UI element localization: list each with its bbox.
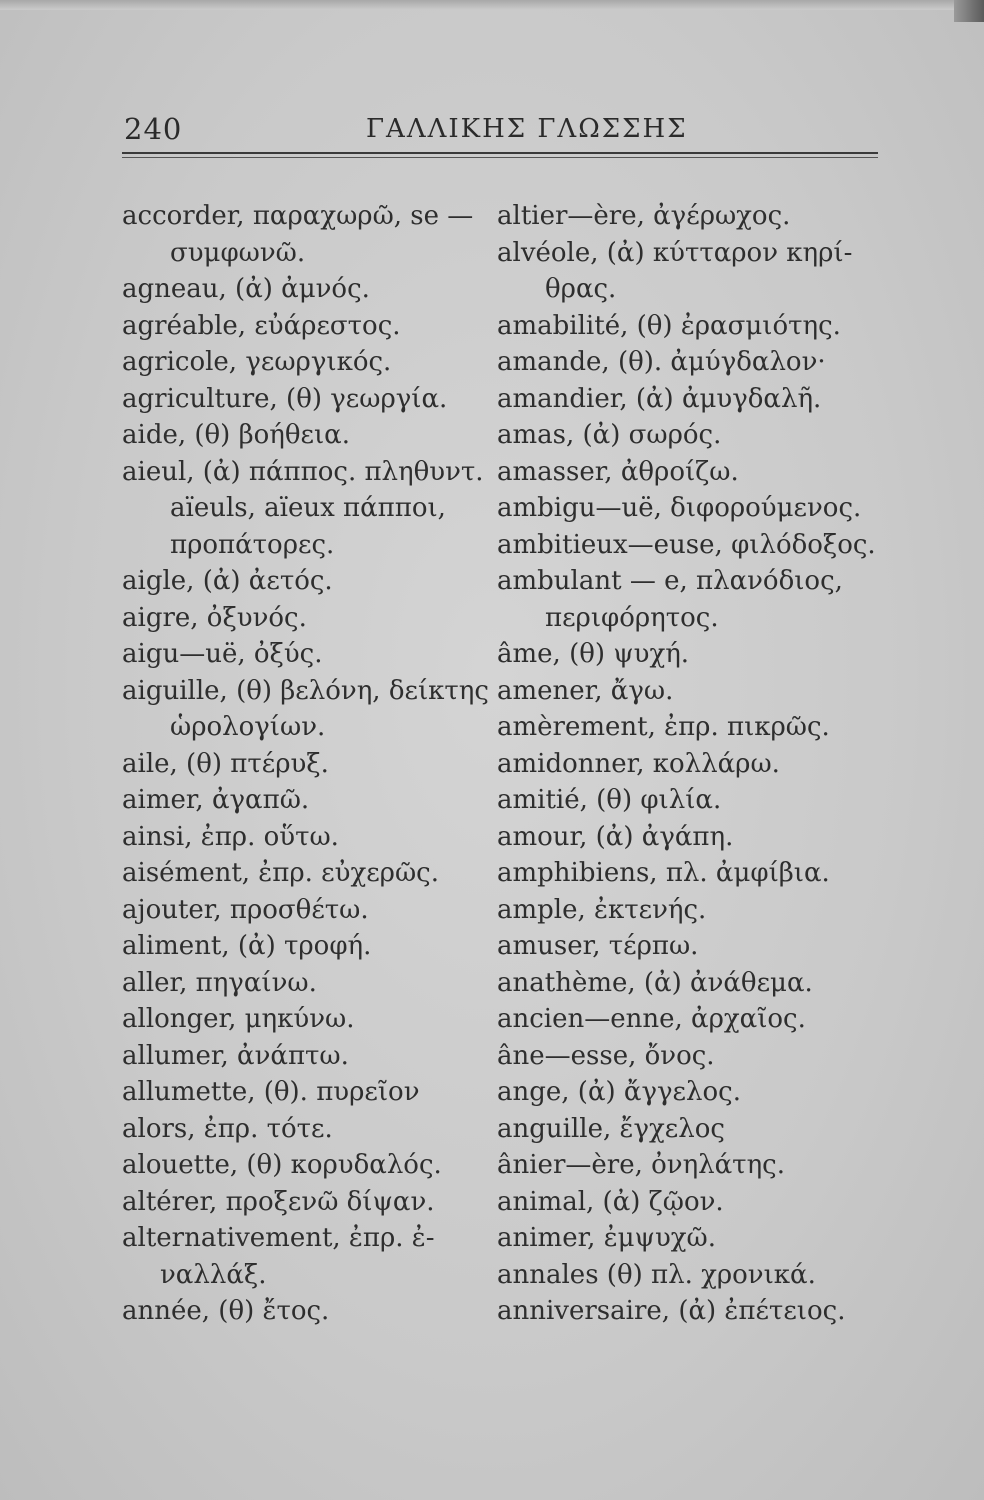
dictionary-line: altérer, προξενῶ δίψαν. (122, 1186, 435, 1217)
dictionary-line: aisément, ἐπρ. εὐχερῶς. (122, 858, 439, 888)
page-top-edge (0, 0, 984, 10)
dictionary-line: amasser, ἀθροίζω. (497, 456, 739, 487)
dictionary-line: anathème, (ἀ) ἀνάθεμα. (497, 967, 813, 998)
dictionary-line: anniversaire, (ἀ) ἐπέτειος. (497, 1296, 846, 1326)
dictionary-line: aigre, ὀξυνός. (122, 602, 307, 633)
dictionary-line: alternativement, ἐπρ. ἐ- (122, 1223, 435, 1253)
dictionary-line: amener, ἄγω. (497, 675, 674, 706)
dictionary-line: θρας. (545, 274, 617, 304)
dictionary-line: agneau, (ἀ) ἀμνός. (122, 274, 370, 304)
dictionary-line: ainsi, ἐπρ. οὕτω. (122, 821, 339, 852)
dictionary-line: animal, (ἀ) ζῷον. (497, 1186, 724, 1217)
dictionary-line: allonger, μηκύνω. (122, 1004, 355, 1034)
dictionary-line: aller, πηγαίνω. (122, 967, 317, 998)
dictionary-line: amphibiens, πλ. ἀμφίβια. (497, 858, 830, 888)
dictionary-line: ὡρολογίων. (170, 712, 326, 742)
page-number: 240 (124, 112, 183, 146)
header-rule (122, 152, 878, 154)
dictionary-line: amèrement, ἐπρ. πικρῶς. (497, 712, 830, 742)
dictionary-line: année, (θ) ἔτος. (122, 1296, 330, 1326)
dictionary-line: alouette, (θ) κορυδαλός. (122, 1150, 442, 1180)
dictionary-line: agricole, γεωργικός. (122, 347, 392, 377)
dictionary-line: amuser, τέρπω. (497, 931, 699, 961)
dictionary-line: amabilité, (θ) ἐρασμιότης. (497, 310, 841, 341)
page-binding-edge (954, 0, 984, 22)
dictionary-line: aigu—uë, ὀξύς. (122, 639, 323, 669)
dictionary-line: ajouter, προσθέτω. (122, 894, 369, 925)
dictionary-line: aimer, ἀγαπῶ. (122, 785, 310, 815)
left-column (122, 198, 494, 1330)
dictionary-line: allumette, (θ). πυρεῖον (122, 1077, 420, 1107)
dictionary-line: altier—ère, ἀγέρωχος. (497, 201, 791, 231)
dictionary-line: aïeuls, aïeux πάπποι, (170, 493, 446, 523)
dictionary-line: animer, ἐμψυχῶ. (497, 1223, 716, 1253)
dictionary-line: allumer, ἀνάπτω. (122, 1040, 349, 1071)
dictionary-line: amour, (ἀ) ἀγάπη. (497, 821, 734, 852)
right-column (497, 198, 877, 1330)
dictionary-line: περιφόρητος. (545, 602, 719, 633)
dictionary-line: âme, (θ) ψυχή. (497, 639, 690, 669)
dictionary-line: alors, ἐπρ. τότε. (122, 1113, 333, 1144)
header-rule-thin (122, 157, 878, 158)
dictionary-line: ambitieux—euse, φιλόδοξος. (497, 529, 876, 560)
dictionary-line: âne—esse, ὄνος. (497, 1040, 715, 1071)
dictionary-line: aigle, (ἀ) ἀετός. (122, 566, 333, 596)
dictionary-line: amitié, (θ) φιλία. (497, 785, 722, 815)
dictionary-line: aiguille, (θ) βελόνη, δείκτης (122, 675, 489, 706)
dictionary-line: alvéole, (ἀ) κύτταρον κηρί- (497, 237, 853, 268)
dictionary-line: aliment, (ἀ) τροφή. (122, 931, 372, 961)
dictionary-line: accorder, παραχωρῶ, se — (122, 201, 474, 231)
dictionary-line: amandier, (ἀ) ἀμυγδαλῆ. (497, 383, 822, 414)
dictionary-line: ample, ἐκτενής. (497, 894, 707, 925)
dictionary-line: amas, (ἀ) σωρός. (497, 420, 722, 450)
dictionary-line: ange, (ἀ) ἄγγελος. (497, 1077, 741, 1107)
dictionary-line: ambigu—uë, διφορούμενος. (497, 493, 862, 523)
dictionary-line: annales (θ) πλ. χρονικά. (497, 1259, 816, 1290)
dictionary-line: anguille, ἔγχελος (497, 1113, 725, 1144)
dictionary-line: agréable, εὐάρεστος. (122, 310, 401, 341)
dictionary-line: aieul, (ἀ) πάππος. πληθυντ. (122, 456, 484, 487)
dictionary-line: amande, (θ). ἀμύγδαλον· (497, 347, 826, 377)
dictionary-line: ambulant — e, πλανόδιος, (497, 566, 843, 596)
dictionary-line: agriculture, (θ) γεωργία. (122, 383, 448, 414)
dictionary-line: ânier—ère, ὀνηλάτης. (497, 1150, 785, 1180)
dictionary-line: συμφωνῶ. (170, 237, 306, 268)
dictionary-line: προπάτορες. (170, 529, 335, 560)
page-header (0, 112, 984, 152)
dictionary-line: aile, (θ) πτέρυξ. (122, 748, 329, 779)
dictionary-line: amidonner, κολλάρω. (497, 748, 780, 779)
running-title: ΓΑΛΛΙΚΗΣ ΓΛΩΣΣΗΣ (366, 114, 688, 144)
dictionary-line: aide, (θ) βοήθεια. (122, 420, 350, 450)
dictionary-line: ναλλάξ. (160, 1259, 267, 1290)
dictionary-line: ancien—enne, ἀρχαῖος. (497, 1004, 806, 1034)
